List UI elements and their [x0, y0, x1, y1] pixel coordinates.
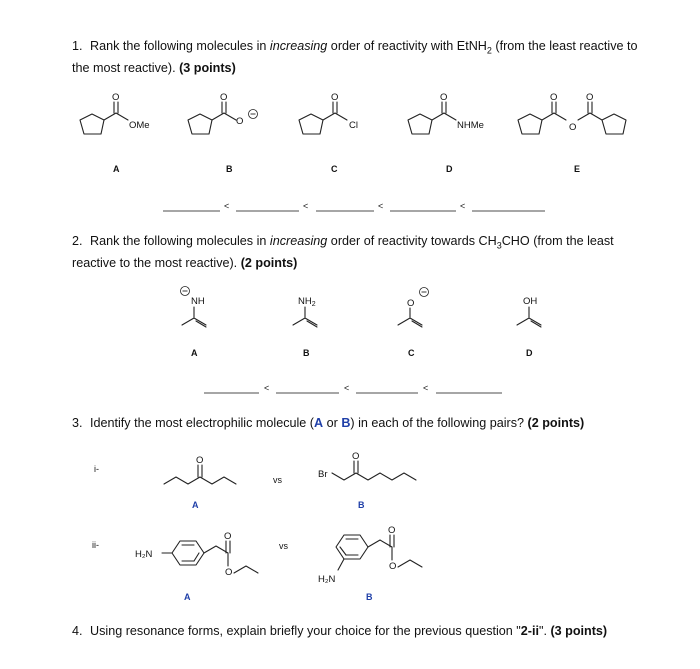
- molecule-label-b: B: [226, 164, 233, 174]
- oxygen-atom: O: [569, 122, 577, 133]
- pair-label-ii: ii-: [92, 540, 99, 550]
- oxygen-atom: O: [389, 561, 397, 572]
- amine-group: H₂N: [135, 549, 153, 560]
- molecule-label-a: A: [191, 348, 198, 358]
- q1-molecule-c: [299, 92, 358, 134]
- molecule-label-b: B: [358, 500, 365, 510]
- svg-text:<: <: [378, 201, 384, 211]
- svg-text:<: <: [264, 383, 270, 393]
- q1-ranking-blanks[interactable]: [163, 201, 545, 211]
- question-number: 3.: [72, 416, 83, 430]
- svg-text:<: <: [423, 383, 429, 393]
- oxygen-atom: O: [220, 92, 228, 103]
- points: (2 points): [240, 255, 298, 270]
- oxygen-atom: O: [586, 92, 594, 103]
- molecule-label-c: C: [331, 164, 338, 174]
- points: (3 points): [179, 60, 236, 75]
- points: (3 points): [550, 624, 608, 638]
- oxygen-atom: O: [225, 567, 233, 578]
- oxygen-atom: O: [224, 531, 232, 542]
- group-label: OH: [523, 296, 538, 307]
- q1-molecule-d: [408, 92, 484, 134]
- oxygen-atom: O: [550, 92, 558, 103]
- q1-molecule-b: [188, 92, 258, 134]
- vs-label: vs: [273, 475, 282, 485]
- oxygen-atom: O: [331, 92, 339, 103]
- vs-label: vs: [279, 541, 288, 551]
- molecule-label-a: A: [184, 592, 191, 602]
- q3-pair-i-molecule-b: [318, 451, 416, 480]
- group-label: NHMe: [457, 120, 484, 131]
- group-label: Cl: [349, 120, 358, 131]
- molecule-label-e: E: [574, 164, 581, 174]
- question-number: 4.: [72, 624, 83, 638]
- q3-pair-ii-molecule-b: [318, 525, 422, 585]
- question-text: Rank the following molecules in increasing order of reactivity towards $CH_3CHO$ (from the least reactive to the most reactive). (2 points): [72, 234, 614, 270]
- svg-text:<: <: [303, 201, 309, 211]
- molecule-label-b: B: [303, 348, 310, 358]
- oxygen-atom: O: [407, 298, 415, 309]
- pair-label-i: i-: [94, 464, 99, 474]
- bromine-atom: Br: [318, 469, 328, 480]
- oxygen-atom: O: [440, 92, 448, 103]
- molecule-label-d: D: [526, 348, 533, 358]
- group-label: NH: [191, 296, 205, 307]
- oxygen-atom: O: [112, 92, 120, 103]
- svg-text:<: <: [460, 201, 466, 211]
- q1-molecule-a: [80, 92, 150, 134]
- question-text: Identify the most electrophilic molecule (A or B) in each of the following pairs? (2 points): [90, 416, 585, 430]
- molecule-label-b: B: [366, 592, 373, 602]
- svg-text:NH2: $NH_2$: [298, 296, 316, 308]
- oxygen-atom: O: [388, 525, 396, 536]
- q2-molecule-b: [293, 296, 317, 327]
- q2-ranking-blanks[interactable]: [204, 383, 502, 393]
- molecule-label-a: A: [192, 500, 199, 510]
- question-text: Using resonance forms, explain briefly your choice for the previous question "2-ii". (3 points): [90, 624, 608, 638]
- svg-text:<: <: [344, 383, 350, 393]
- q3-pair-ii-molecule-a: [135, 531, 258, 578]
- question-number: 1.: [72, 39, 83, 53]
- amine-group: H₂N: [318, 574, 336, 585]
- molecule-label-d: D: [446, 164, 453, 174]
- svg-text:<: <: [224, 201, 230, 211]
- molecule-label-c: C: [408, 348, 415, 358]
- question-number: 2.: [72, 234, 83, 248]
- oxygen-atom: O: [352, 451, 360, 462]
- q1-molecule-e: [518, 92, 626, 134]
- question-text: Rank the following molecules in increasing order of reactivity with EtNH$_2$ (from the least reactive to the most reactive). (3 points): [72, 39, 638, 75]
- q2-molecule-a: [181, 287, 207, 328]
- group-label: OMe: [129, 120, 150, 131]
- molecule-label-a: A: [113, 164, 120, 174]
- q3-pair-i-molecule-a: [164, 455, 236, 484]
- oxygen-atom: O: [196, 455, 204, 466]
- oxygen-atom: O: [236, 116, 244, 127]
- q2-molecule-d: [517, 296, 541, 327]
- points: (2 points): [527, 416, 585, 430]
- q2-molecule-c: [398, 288, 429, 328]
